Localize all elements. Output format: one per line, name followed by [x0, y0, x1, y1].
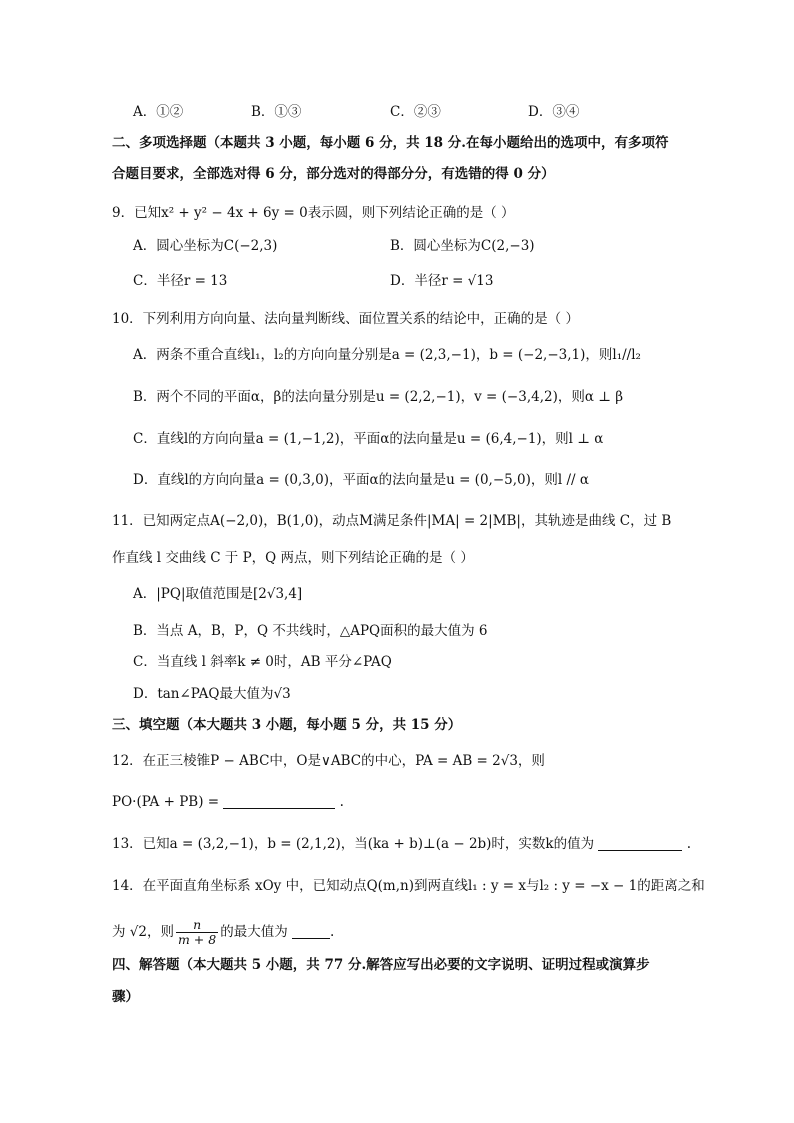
q13-period: .	[686, 836, 692, 852]
q14-text-b: 的最大值为	[220, 924, 288, 940]
q11-option-a: A．|PQ|取值范围是[2√3,4]	[133, 586, 303, 602]
q11-option-d: D．tan∠PAQ最大值为√3	[133, 686, 291, 702]
q13-text: 13．已知a = (3,2,−1)，b = (2,1,2)，当(ka + b)⊥(a − 2b)时，实数k的值为	[112, 836, 595, 852]
q11-stem-line2: 作直线 l 交曲线 C 于 P，Q 两点，则下列结论正确的是（ ）	[112, 550, 474, 566]
section4-heading-line1: 四、解答题（本大题共 5 小题，共 77 分.解答应写出必要的文字说明、证明过程或演算步	[112, 957, 650, 973]
q10-stem: 10．下列利用方向向量、法向量判断线、面位置关系的结论中，正确的是（ ）	[112, 311, 579, 327]
q11-stem-line1: 11．已知两定点A(−2,0)，B(1,0)，动点M满足条件|MA| = 2|MB|，其轨迹是曲线 C，过 B	[112, 513, 672, 529]
q11-option-b: B．当点 A，B，P，Q 不共线时，△APQ面积的最大值为 6	[133, 623, 488, 639]
q14-fraction	[176, 918, 218, 947]
section4-heading-line2: 骤）	[112, 989, 139, 1005]
q8-option-d: D．③④	[528, 104, 580, 120]
q8-option-a: A．①②	[133, 104, 184, 120]
q10-option-d: D．直线l的方向向量a = (0,3,0)，平面α的法向量是u = (0,−5,0)，则l // α	[133, 472, 589, 488]
q10-option-c: C．直线l的方向向量a = (1,−1,2)，平面α的法向量是u = (6,4,−1)，则l ⊥ α	[133, 431, 604, 447]
q14-line1: 14．在平面直角坐标系 xOy 中，已知动点Q(m,n)到两直线l₁ : y = x与l₂ : y = −x − 1的距离之和	[112, 878, 705, 894]
q10-option-b: B．两个不同的平面α，β的法向量分别是u = (2,2,−1)，v = (−3,4,2)，则α ⊥ β	[133, 389, 624, 405]
section2-heading-line2: 合题目要求，全部选对得 6 分，部分选对的得部分分，有选错的得 0 分）	[112, 166, 555, 182]
q12-line2	[112, 793, 344, 811]
q12-period: .	[339, 794, 344, 810]
q14-text-a: 为 √2，则	[112, 924, 174, 940]
q12-line1: 12．在正三棱锥P − ABC中，O是∨ABC的中心，PA = AB = 2√3，则	[112, 753, 545, 769]
q9-option-d: D．半径r = √13	[390, 273, 494, 289]
q14-period: .	[330, 924, 335, 940]
q11-option-c: C．当直线 l 斜率k ≠ 0时，AB 平分∠PAQ	[133, 654, 392, 670]
q14-fraction-denominator: m + 8	[177, 932, 217, 947]
section3-heading: 三、填空题（本大题共 3 小题，每小题 5 分，共 15 分）	[112, 717, 462, 733]
q13-answer-blank[interactable]	[598, 836, 682, 851]
q14-line2	[112, 918, 334, 947]
section2-heading-line1: 二、多项选择题（本题共 3 小题，每小题 6 分，共 18 分.在每小题给出的选项中，有多项符	[112, 135, 669, 151]
q10-option-a: A．两条不重合直线l₁，l₂的方向向量分别是a = (2,3,−1)，b = (−2,−3,1)，则l₁//l₂	[133, 347, 641, 363]
q14-fraction-numerator: n	[176, 918, 218, 933]
q9-option-a: A．圆心坐标为C(−2,3)	[133, 238, 278, 254]
q14-answer-blank[interactable]	[292, 924, 330, 939]
q8-option-c: C．②③	[390, 104, 441, 120]
q12-answer-blank[interactable]	[223, 794, 335, 809]
q12-expression: PO·(PA + PB) =	[112, 794, 220, 810]
q9-option-c: C．半径r = 13	[133, 273, 228, 289]
q9-stem: 9．已知x² + y² − 4x + 6y = 0表示圆，则下列结论正确的是（ ）	[112, 205, 515, 221]
q9-option-b: B．圆心坐标为C(2,−3)	[390, 238, 535, 254]
q13-line	[112, 835, 691, 853]
q8-option-b: B．①③	[251, 104, 302, 120]
